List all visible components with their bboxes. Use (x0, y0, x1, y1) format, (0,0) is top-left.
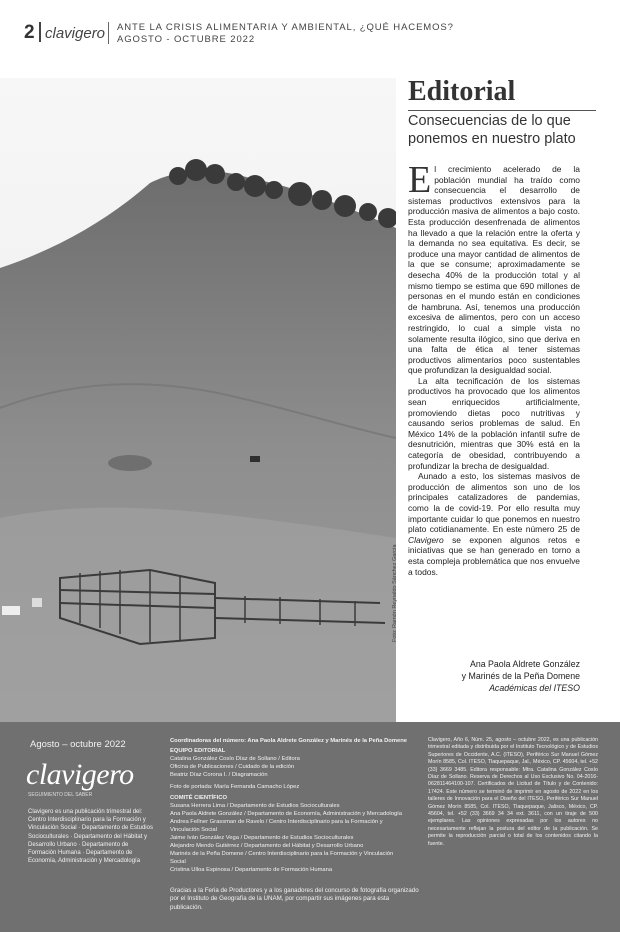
committee-member: Andrea Fellner Grassman de Ravelo / Centro Interdisciplinario para la Formación y Vinculación Social (170, 818, 383, 833)
cover-photo (0, 78, 396, 722)
committee-member: Cristina Ulloa Espinosa / Departamento de Formación Humana (170, 867, 333, 874)
paragraph-3-start: Aunado a esto, los sistemas masivos de producción de alimentos son uno de los principales catalizadores de pandemias, como la de covid-19. Por ello resulta muy importante cuidar lo que ponemos en nuestro plato cotidianamente. En este número 25 de (408, 471, 580, 535)
paragraph-2: La alta tecnificación de los sistemas productivos ha provocado que los alimentos sean enriquecidos artificialmente, promoviendo dietas poco nutritivas y causando serios problemas de salud. En México 14% de la población infantil sufre de desnutrición, mientras que 30% está en la categoría de obesidad, contribuyendo a profundizar la brecha de desigualdad. (408, 375, 580, 471)
paragraph-1 (408, 159, 580, 376)
header-divider-2 (108, 22, 109, 44)
issue-date: AGOSTO - OCTUBRE 2022 (117, 34, 256, 45)
paragraph-3-end: se exponen algunos retos e iniciativas que se han generado en torno a esta compleja problemática que nos envuelve a todos. (408, 534, 580, 577)
team-heading: EQUIPO EDITORIAL (170, 748, 226, 755)
paragraph-1-text: l crecimiento acelerado de la población mundial ha traído como consecuencia el desarrollo de sistemas productivos extensivos para la producción masiva de alimentos a bajo costo. Esta producción desenfrenada de alimentos ha llevado a que la relación entre la oferta y la demanda no sea equitativa. Es decir, se produce una mayor cantidad de alimentos de la que se consume; aproximadamente se desecha 40% de la producción total y al mismo tiempo se estima que 690 millones de personas en el mundo están en condiciones de hambruna. Así, tenemos una producción excesiva de alimentos, pero con un acceso restringido, lo cual a simple vista no solamente resulta ilógico, sino que deriva en una falta de ética al tener sistemas productivos alimentarios poco sustentables que profundizan la desigualdad social. (408, 164, 580, 376)
cover-photo-credit: Foto de portada: María Fernanda Camacho López (170, 784, 300, 791)
editorial-credits (170, 737, 410, 875)
team-member-3: Beatriz Díaz Corona I. / Diagramación (170, 772, 268, 779)
header-divider (39, 22, 41, 42)
committee-member: Marinés de la Peña Domene / Centro Interdisciplinario para la Formación y Vinculación Social (170, 851, 394, 866)
running-title-text: ANTE LA CRISIS ALIMENTARIA Y AMBIENTAL, ¿QUÉ HACEMOS? (117, 22, 454, 33)
hillside-corral-photo (0, 78, 396, 722)
running-title (117, 22, 454, 46)
footer-logo: clavigero (26, 758, 134, 791)
publisher-info: Clavigero es una publicación trimestral del: Centro Interdisciplinario para la Formación y Vinculación Social · Departamento de Estudios Socioculturales · Departamento del Hábitat y Desarrollo Urbano · Departamento de Formación Humana · Departamento de Economía, Administración y Mercadología (28, 809, 153, 865)
committee-member: Susana Herrera Lima / Departamento de Estudios Socioculturales (170, 802, 340, 809)
colophon-footer (0, 722, 620, 932)
team-member-2: Oficina de Publicaciones / Cuidado de la edición (170, 764, 295, 771)
committee-member: Alejandro Mendo Gutiérrez / Departamento del Hábitat y Desarrollo Urbano (170, 843, 364, 850)
committee-member: Jaime Iván González Vega / Departamento de Estudios Socioculturales (170, 835, 354, 842)
signature (420, 658, 580, 694)
affiliation: Académicas del ITESO (489, 683, 580, 693)
acknowledgements: Gracias a la Feria de Productores y a los ganadores del concurso de fotografía organizado por el Instituto de Geografía de la UNAM, por compartir sus imágenes para esta publicación. (170, 887, 419, 911)
signature-line-1: Ana Paola Aldrete González (469, 659, 580, 669)
committee-heading: COMITÉ CIENTÍFICO (170, 794, 228, 801)
editorial-heading: Editorial (408, 76, 596, 111)
editorial-subtitle: Consecuencias de lo que ponemos en nuestro plato (408, 113, 576, 147)
footer-tagline: SEGUIMIENTO DEL SABER (28, 792, 93, 798)
footer-date: Agosto – octubre 2022 (30, 739, 126, 750)
header-brand: clavigero (45, 25, 106, 42)
photo-credit: Foto: Ramón Reynaldo Sánchez García (392, 544, 398, 642)
page-header (0, 0, 620, 60)
magazine-name: Clavigero (408, 534, 444, 545)
coordinators: Coordinadoras del número: Ana Paola Aldrete González y Marinés de la Peña Domene (170, 738, 407, 744)
page-number: 2 (24, 22, 35, 43)
legal-info: Clavigero, Año 6, Núm. 25, agosto – octubre 2022, es una publicación trimestral editada y distribuida por el Instituto Tecnológico y de Estudios Superiores de Occidente, A.C. (ITESO), Periférico Sur Manuel Gómez Morín 8585, Col. ITESO, Tlaquepaque, Jal., México, CP. 45604, tel. +52 (33) 3669 3485. Editora responsable: Mtra. Catalina González Cosío Díaz de Sollano. Reserva de Derechos al Uso Exclusivo No. 04-2016-062811464100-107. Certificados de Licitud de Título y de Contenido: 17424. Este número se terminó de imprimir en agosto de 2022 en los talleres de Innovación para el Diseño del ITESO, Periférico Sur Manuel Gómez Morín 8585, Col. ITESO, Tlaquepaque, Jalisco, México, CP. 45604, tel. +52 (33) 3669 34 34 ext. 3611, con un tiraje de 500 ejemplares. Las opiniones expresadas por los autores no necesariamente reflejan la postura del editor de la publicación. Se permite la reproducción parcial o total de los contenidos citando la fuente. (428, 737, 598, 847)
signature-line-2: y Marinés de la Peña Domene (461, 671, 580, 681)
committee-member: Ana Paola Aldrete González / Departamento de Economía, Administración y Mercadología (170, 810, 403, 817)
drop-cap: E (408, 159, 432, 201)
team-member-1: Catalina González Cosío Díaz de Sollano / Editora (170, 756, 300, 763)
editorial-body (408, 159, 580, 577)
paragraph-3 (408, 471, 580, 577)
